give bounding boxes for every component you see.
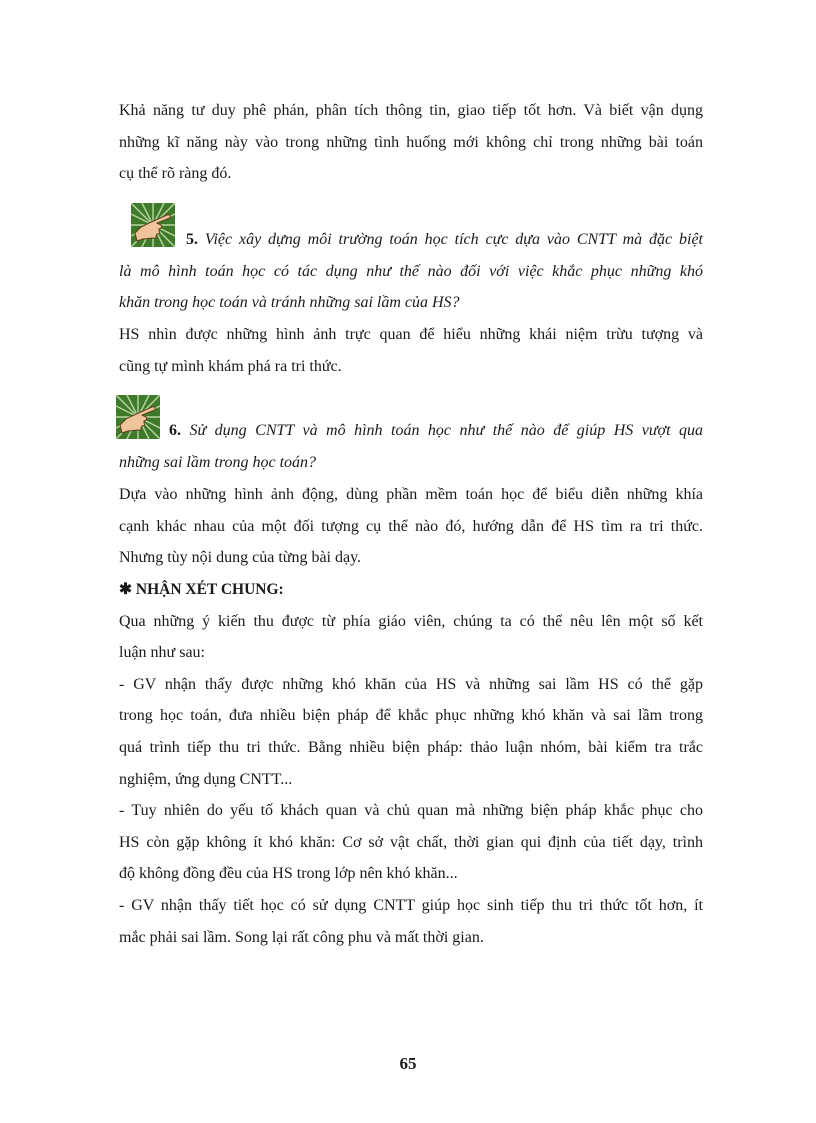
question-5 [119,224,703,319]
intro-paragraph [119,95,703,190]
asterisk-bullet-icon: ✱ [119,581,132,598]
text-line: - GV nhận thấy tiết học có sử dụng CNTT giúp học sinh tiếp thu tri thức tốt hơn, ít [119,896,703,914]
text-line: quá trình tiếp thu tri thức. Bằng nhiều biện pháp: thảo luận nhóm, bài kiểm tra trắc [119,738,703,756]
summary-heading [119,574,703,606]
summary-section [119,574,703,953]
text-line: Nhưng tùy nội dung của từng bài dạy. [119,549,362,567]
question-6 [119,415,703,478]
text-line: Qua những ý kiến thu được từ phía giáo viên, chúng ta có thể nêu lên một số kết [119,612,703,630]
text-line: độ không đồng đều của HS trong lớp nên khó khăn... [119,865,458,883]
text-line: mắc phải sai lầm. Song lại rất công phu và mất thời gian. [119,928,484,946]
question-text: là mô hình toán học có tác dụng như thế nào đối với việc khắc phục những khó [119,262,703,280]
text-line: cũng tự mình khám phá ra tri thức. [119,357,342,375]
question-text: Việc xây dựng môi trường toán học tích cực dựa vào CNTT mà đặc biệt [204,231,703,248]
text-line: HS còn gặp không ít khó khăn: Cơ sở vật chất, thời gian qui định của tiết dạy, trình [119,833,703,851]
text-line: - Tuy nhiên do yếu tố khách quan và chủ quan mà những biện pháp khắc phục cho [119,802,703,820]
question-number: 6. [169,422,181,439]
text-line: - GV nhận thấy được những khó khăn của HS và những sai lầm HS có thể gặp [119,675,703,693]
summary-heading-text: NHẬN XÉT CHUNG: [135,581,284,598]
text-line: luận như sau: [119,644,205,662]
text-line: cạnh khác nhau của một đối tượng cụ thể nào đó, hướng dẫn để HS tìm ra tri thức. [119,517,703,535]
answer-6 [119,479,703,574]
answer-5 [119,319,703,382]
question-text: Sử dụng CNTT và mô hình toán học như thế nào để giúp HS vượt qua [189,422,704,439]
text-line: HS nhìn được những hình ảnh trực quan để hiểu những khái niệm trừu tượng và [119,326,703,343]
page-number: 65 [399,1054,417,1073]
text-line: nghiệm, ứng dụng CNTT... [119,770,293,788]
text-line: Dựa vào những hình ảnh động, dùng phần mềm toán học để biểu diễn những khía [119,486,703,503]
question-number: 5. [186,231,198,248]
text-line: cụ thể rõ ràng đó. [119,165,232,183]
text-line: Khả năng tư duy phê phán, phân tích thông tin, giao tiếp tốt hơn. Và biết vận dụng [119,102,703,119]
text-line: những kĩ năng này vào trong những tình huống mới không chỉ trong những bài toán [119,133,703,151]
question-text: những sai lầm trong học toán? [119,453,317,471]
question-text: khăn trong học toán và tránh những sai lầm của HS? [119,294,460,312]
text-line: trong học toán, đưa nhiều biện pháp để khắc phục những khó khăn và sai lầm trong [119,707,703,725]
